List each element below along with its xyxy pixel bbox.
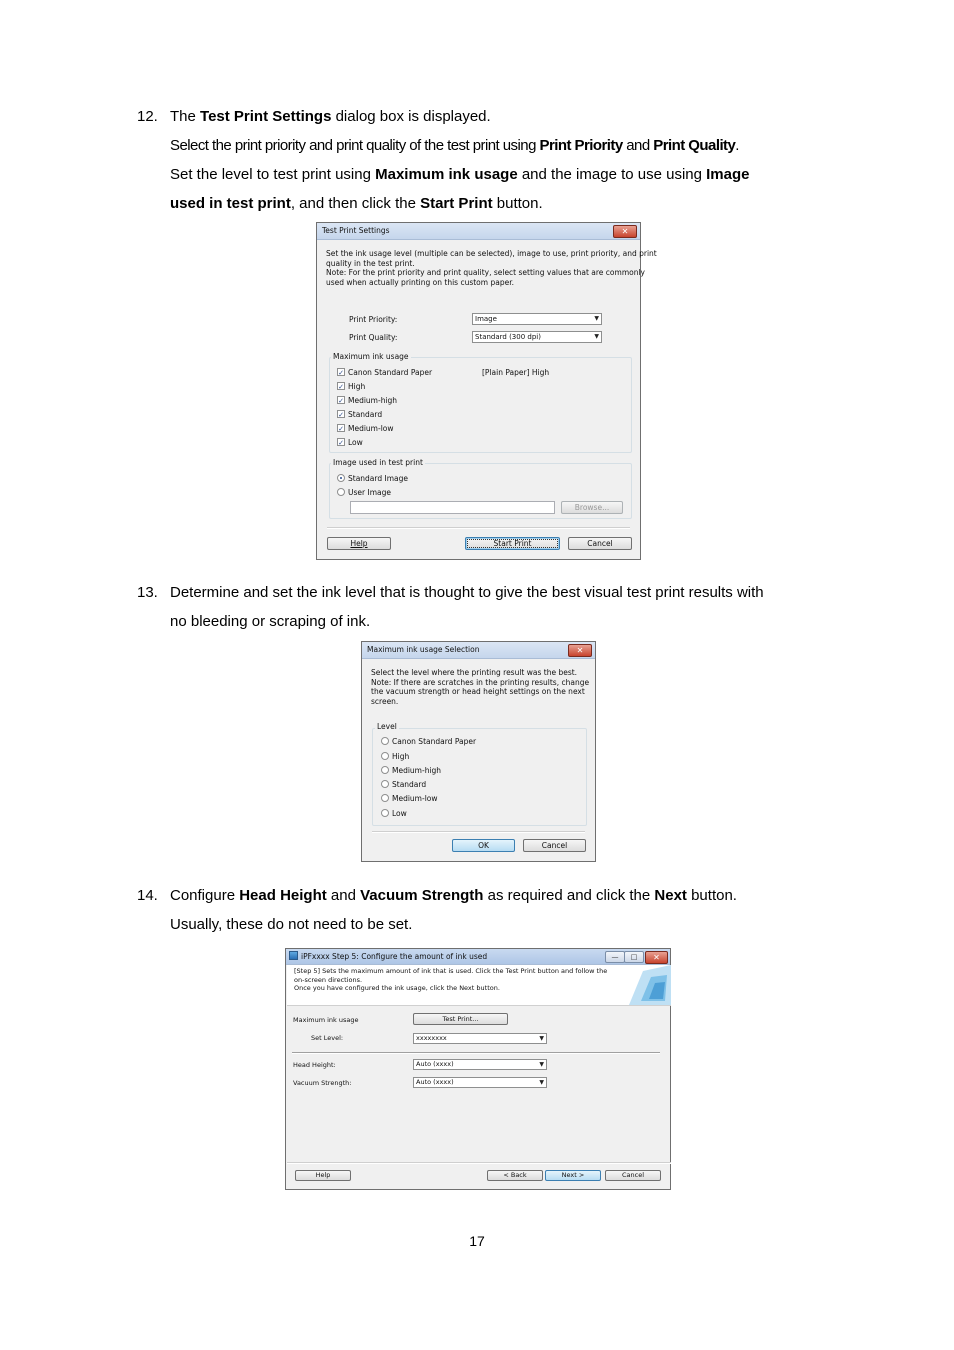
wizard-header [287, 965, 671, 1006]
wizard-description [294, 967, 607, 993]
divider [292, 1052, 660, 1054]
print-quality-label: Print Quality: [349, 333, 398, 342]
test-print-settings-dialog [316, 222, 657, 560]
text: dialog box is displayed. [331, 108, 491, 125]
group-label: Level [377, 722, 397, 731]
text: , and then click the [290, 195, 421, 212]
step-line: Usually, these do not need to be set. [170, 916, 413, 933]
bold-text: Vacuum Strength [360, 887, 484, 904]
text: The [170, 108, 201, 125]
step-number: 12. [137, 108, 158, 125]
desc-line: screen. [371, 696, 399, 706]
text: button. [492, 195, 543, 212]
checkbox-label: Standard [348, 410, 383, 419]
text: and [622, 137, 654, 154]
text: button. [686, 887, 737, 904]
divider [287, 1162, 671, 1164]
select-value: Auto (xxxx) [416, 1060, 454, 1068]
user-image-path-input[interactable] [350, 501, 555, 514]
group-label: Maximum ink usage [333, 352, 409, 361]
radio-button[interactable] [337, 474, 345, 482]
bold-text: Print Quality [653, 137, 736, 154]
bold-text: Head Height [239, 887, 327, 904]
cancel-button[interactable]: Cancel [568, 537, 632, 550]
close-icon[interactable]: ✕ [613, 225, 637, 238]
head-height-select[interactable] [413, 1059, 547, 1070]
max-ink-selection-dialog [361, 641, 596, 862]
cancel-button[interactable]: Cancel [605, 1170, 661, 1181]
checkbox[interactable]: ✓ [338, 397, 344, 405]
desc-line: used when actually printing on this custom paper. [326, 277, 514, 287]
print-quality-select[interactable] [472, 331, 602, 343]
radio-label: Low [392, 809, 407, 818]
checkbox-label: Medium-low [348, 424, 394, 433]
group-label: Image used in test print [333, 458, 423, 467]
radio-button[interactable] [381, 766, 389, 774]
minimize-icon[interactable]: — [605, 951, 625, 963]
start-print-button[interactable]: Start Print [465, 537, 560, 550]
bold-text: used in test print [170, 195, 291, 212]
radio-button[interactable] [381, 794, 389, 802]
radio-label: High [392, 752, 410, 761]
help-button[interactable] [327, 537, 391, 550]
radio-label: User Image [348, 488, 391, 497]
checkbox[interactable]: ✓ [338, 411, 344, 419]
text: Select the print priority and print quality of the test print using [170, 137, 540, 154]
bold-text: Image [706, 166, 750, 183]
step-number: 14. [137, 887, 158, 904]
bold-text: Test Print Settings [200, 108, 332, 125]
cancel-button[interactable]: Cancel [523, 839, 586, 852]
bold-text: Maximum ink usage [375, 166, 518, 183]
title-bar [362, 642, 595, 659]
radio-button[interactable] [381, 737, 389, 745]
chevron-down-icon: ▼ [539, 1079, 544, 1086]
step5-wizard-window [285, 948, 671, 1190]
text: and [326, 887, 361, 904]
text: . [735, 137, 739, 154]
radio-label: Standard [392, 780, 427, 789]
desc-line: Once you have configured the ink usage, click the Next button. [294, 984, 500, 993]
step-line [170, 131, 830, 160]
select-value: xxxxxxxx [416, 1034, 447, 1042]
desc-line: Set the ink usage level (multiple can be selected), image to use, print priority, and print [326, 249, 657, 258]
desc-line: quality in the test print. [326, 258, 415, 268]
step-line [170, 189, 830, 218]
divider [372, 831, 585, 833]
checkbox[interactable]: ✓ [338, 369, 344, 377]
print-priority-label: Print Priority: [349, 315, 398, 324]
step-number: 13. [137, 584, 158, 601]
radio-button[interactable] [381, 752, 389, 760]
radio-label: Canon Standard Paper [392, 737, 477, 746]
text: Set the level to test print using [170, 166, 376, 183]
reference-text: [Plain Paper] High [482, 368, 550, 377]
text: Configure [170, 887, 240, 904]
checkbox-label: Canon Standard Paper [348, 368, 433, 377]
checkbox[interactable]: ✓ [338, 439, 344, 447]
desc-line: [Step 5] Sets the maximum amount of ink that is used. Click the Test Print button and follow the [294, 967, 608, 975]
step-body [170, 881, 830, 939]
head-height-label: Head Height: [293, 1061, 336, 1069]
bold-text: Print Priority [539, 137, 623, 154]
print-priority-select[interactable] [472, 313, 602, 325]
step-body [170, 102, 830, 218]
step-line: Determine and set the ink level that is thought to give the best visual test print results with [170, 584, 764, 601]
window-title: iPFxxxx Step 5: Configure the amount of ink used [301, 952, 488, 961]
desc-line: Note: If there are scratches in the printing results, change [371, 677, 590, 687]
radio-button[interactable] [337, 488, 345, 496]
next-button[interactable]: Next > [545, 1170, 601, 1181]
close-icon[interactable]: ✕ [645, 951, 668, 964]
ok-button[interactable]: OK [452, 839, 515, 852]
title-bar [286, 949, 670, 965]
radio-button[interactable] [381, 809, 389, 817]
desc-line: the vacuum strength or head height settings on the next [371, 687, 585, 696]
set-level-select[interactable] [413, 1033, 547, 1044]
radio-label: Medium-high [392, 766, 442, 775]
radio-label: Standard Image [348, 474, 408, 483]
bold-text: Next [654, 887, 687, 904]
checkbox[interactable]: ✓ [338, 425, 344, 433]
title-bar [317, 223, 640, 240]
step-line: no bleeding or scraping of ink. [170, 613, 371, 630]
checkbox[interactable]: ✓ [338, 383, 344, 391]
max-ink-usage-label: Maximum ink usage [293, 1016, 359, 1024]
checkbox-label: Medium-high [348, 396, 398, 405]
dialog-description [326, 249, 657, 287]
select-value: Standard (300 dpi) [475, 333, 541, 341]
close-icon[interactable]: ✕ [568, 644, 592, 657]
desc-line: Note: For the print priority and print quality, select setting values that are commonly [326, 268, 645, 277]
chevron-down-icon: ▼ [594, 333, 599, 340]
radio-label: Medium-low [392, 794, 438, 803]
select-value: Image [475, 315, 497, 323]
vacuum-strength-label: Vacuum Strength: [293, 1079, 352, 1087]
browse-button[interactable]: Browse... [561, 501, 623, 514]
step-line [170, 881, 830, 910]
test-print-button[interactable]: Test Print... [413, 1013, 508, 1025]
vacuum-strength-select[interactable] [413, 1077, 547, 1088]
checkbox-label: High [348, 382, 366, 391]
bold-text: Start Print [420, 195, 493, 212]
back-button[interactable]: < Back [487, 1170, 543, 1181]
text: and the image to use using [517, 166, 707, 183]
select-value: Auto (xxxx) [416, 1078, 454, 1086]
printer-banner-icon [621, 965, 671, 1005]
desc-line: Select the level where the printing result was the best. [371, 668, 578, 677]
dialog-title: Test Print Settings [322, 226, 390, 235]
step-body [170, 578, 830, 636]
set-level-label: Set Level: [311, 1034, 344, 1042]
step-line [170, 102, 830, 131]
help-button[interactable]: Help [295, 1170, 351, 1181]
page-number: 17 [469, 1233, 485, 1249]
radio-button[interactable] [381, 780, 389, 788]
maximize-icon[interactable]: □ [624, 951, 644, 963]
app-icon [289, 951, 298, 960]
dialog-title: Maximum ink usage Selection [367, 645, 480, 654]
divider [327, 527, 630, 529]
step-line [170, 160, 830, 189]
text: as required and click the [483, 887, 655, 904]
button-label: Help [350, 539, 368, 548]
dialog-description [371, 668, 589, 706]
chevron-down-icon: ▼ [539, 1061, 544, 1068]
chevron-down-icon: ▼ [594, 315, 599, 322]
desc-line: on-screen directions. [294, 975, 363, 984]
checkbox-label: Low [348, 438, 363, 447]
chevron-down-icon: ▼ [539, 1035, 544, 1042]
